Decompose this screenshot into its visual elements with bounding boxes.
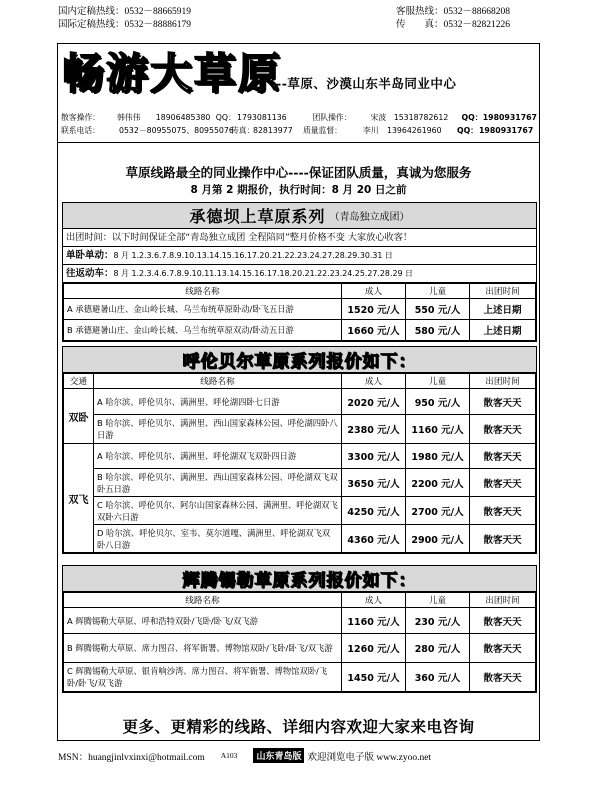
departure-time: 散客天天 xyxy=(470,525,536,553)
adult-price: 1520 元/人 xyxy=(342,299,406,320)
domestic-hotlines xyxy=(58,6,191,32)
qq-label: QQ： xyxy=(457,125,479,135)
departure-time: 散客天天 xyxy=(470,497,536,525)
child-price: 550 元/人 xyxy=(406,299,470,320)
page-number: A103 xyxy=(220,751,238,760)
table-row xyxy=(64,444,536,469)
transport-label: 双飞 xyxy=(64,444,94,553)
brand-subtitle: --草原、沙漠山东半岛同业中心 xyxy=(276,76,457,91)
contact-line-2 xyxy=(61,125,537,138)
huitengxile-price-table xyxy=(63,592,536,692)
departure-time: 散客天天 xyxy=(470,469,536,497)
section-header xyxy=(63,566,536,592)
route-name: A 哈尔滨、呼伦贝尔、满洲里、呼伦湖双飞双卧四日游 xyxy=(94,444,342,469)
service-hotline: 客服热线：0532－88668208 xyxy=(396,7,511,17)
route-name: A 哈尔滨、呼伦贝尔、满洲里、呼伦湖四卧七日游 xyxy=(94,389,342,415)
bottom-bar xyxy=(58,748,540,763)
table-row xyxy=(64,415,536,444)
child-price: 580 元/人 xyxy=(406,320,470,341)
col-header-time: 出团时间 xyxy=(470,284,536,299)
contact-label: 团队操作： xyxy=(312,113,352,122)
child-price: 230 元/人 xyxy=(406,608,470,634)
col-header-route: 线路名称 xyxy=(94,374,342,389)
international-hotline: 国际定稿热线：0532－88886179 xyxy=(58,20,192,30)
departure-time: 散客天天 xyxy=(470,415,536,444)
departure-time: 散客天天 xyxy=(470,663,536,692)
single-dates: 8 月 1.2.3.6.7.8.9.10.13.14.15.16.17.20.21.22.23.24.27.28.29.30.31 日 xyxy=(113,251,393,260)
table-row xyxy=(64,320,536,341)
departure-time: 散客天天 xyxy=(470,608,536,634)
col-header-child: 儿童 xyxy=(406,374,470,389)
col-header-adult: 成人 xyxy=(342,284,406,299)
flyer-frame xyxy=(57,43,540,741)
contact-phone: 0532－80955075、80955076 xyxy=(119,125,234,135)
child-price: 2700 元/人 xyxy=(406,497,470,525)
divider xyxy=(58,142,539,143)
col-header-transport: 交通 xyxy=(64,374,94,389)
table-row xyxy=(64,634,536,663)
col-header-time: 出团时间 xyxy=(470,593,536,608)
hulunbuir-price-table xyxy=(63,373,536,553)
contact-phone: 15318782612 xyxy=(393,113,449,122)
col-header-route: 线路名称 xyxy=(64,593,342,608)
contact-name: 韩伟伟 xyxy=(117,113,141,122)
adult-price: 4250 元/人 xyxy=(342,497,406,525)
adult-price: 4360 元/人 xyxy=(342,525,406,553)
child-price: 2900 元/人 xyxy=(406,525,470,553)
route-name: B 承德避暑山庄、金山岭长城、乌兰布统草原双动/卧动五日游 xyxy=(64,320,342,341)
section-huitengxile xyxy=(62,565,537,693)
route-name: B 辉腾锡勒大草原、席力图召、将军衙署、博物馆双卧/飞卧/卧飞/双飞游 xyxy=(64,634,342,663)
qq-label: QQ： xyxy=(215,113,236,122)
child-price: 1980 元/人 xyxy=(406,444,470,469)
fax-label: 传真： xyxy=(231,125,255,135)
service-hotlines xyxy=(396,6,510,32)
table-row xyxy=(64,663,536,692)
route-name: C 辉腾锡勒大草原、银肯响沙湾、席力图召、将军衙署、博物馆双卧/飞卧/卧飞/双飞游 xyxy=(64,663,342,692)
round-label: 往返动车： xyxy=(66,268,114,279)
website-tagline: 欢迎浏览电子版 www.zyoo.net xyxy=(307,752,432,763)
domestic-hotline: 国内定稿热线：0532－88665919 xyxy=(58,7,192,17)
adult-price: 1260 元/人 xyxy=(342,634,406,663)
single-label: 单卧单动： xyxy=(66,250,114,261)
child-price: 2200 元/人 xyxy=(406,469,470,497)
route-name: B 哈尔滨、呼伦贝尔、满洲里、西山国家森林公园、呼伦湖双飞双卧五日游 xyxy=(94,469,342,497)
route-name: B 哈尔滨、呼伦贝尔、满洲里、西山国家森林公园、呼伦湖四卧八日游 xyxy=(94,415,342,444)
route-name: D 哈尔滨、呼伦贝尔、室韦、莫尔道嘎、满洲里、呼伦湖双飞双卧八日游 xyxy=(94,525,342,553)
fax-number: 传 真：0532－82821226 xyxy=(396,20,511,30)
adult-price: 1660 元/人 xyxy=(342,320,406,341)
adult-price: 2020 元/人 xyxy=(342,389,406,415)
table-row xyxy=(64,389,536,415)
section-title: 承德坝上草原系列 xyxy=(189,207,326,226)
transport-label: 双卧 xyxy=(64,389,94,444)
brand-header xyxy=(58,44,539,112)
adult-price: 1450 元/人 xyxy=(342,663,406,692)
chengde-price-table xyxy=(63,283,536,341)
departure-time: 散客天天 xyxy=(470,389,536,415)
table-row xyxy=(64,299,536,320)
departure-note: 出团时间：以下时间保证全部“青岛独立成团 全程陪同”整月价格不变 大家放心收客！ xyxy=(63,229,536,247)
section-title: 辉腾锡勒草原系列报价如下： xyxy=(182,571,417,591)
section-note: （青岛独立成团） xyxy=(329,212,410,223)
col-header-adult: 成人 xyxy=(342,593,406,608)
table-header-row xyxy=(64,284,536,299)
departure-time: 散客天天 xyxy=(470,634,536,663)
route-name: C 哈尔滨、呼伦贝尔、阿尔山国家森林公园、满洲里、呼伦湖双飞双卧六日游 xyxy=(94,497,342,525)
section-chengde xyxy=(62,202,537,342)
round-dates-line xyxy=(63,265,536,283)
quote-period: 8 月第 2 期报价，执行时间：8 月 20 日之前 xyxy=(190,184,407,196)
table-header-row xyxy=(64,593,536,608)
qq-number: 1793081136 xyxy=(237,113,287,122)
col-header-child: 儿童 xyxy=(406,284,470,299)
msn-contact: MSN：huangjinlvxinxi@hotmail.com xyxy=(58,752,205,763)
contact-name: 李川 xyxy=(363,125,379,135)
section-header xyxy=(63,203,536,229)
contact-phone: 18906485380 xyxy=(155,113,211,122)
contact-label: 散客操作： xyxy=(61,113,100,122)
child-price: 950 元/人 xyxy=(406,389,470,415)
adult-price: 2380 元/人 xyxy=(342,415,406,444)
slogan: 草原线路最全的同业操作中心----保证团队质量，真诚为您服务 xyxy=(125,165,472,180)
contact-phone: 13964261960 xyxy=(387,125,442,135)
contact-name: 宋波 xyxy=(370,113,387,122)
col-header-time: 出团时间 xyxy=(470,374,536,389)
qq-label: QQ： xyxy=(461,113,483,122)
adult-price: 1160 元/人 xyxy=(342,608,406,634)
adult-price: 3300 元/人 xyxy=(342,444,406,469)
col-header-route: 线路名称 xyxy=(64,284,342,299)
departure-time: 上述日期 xyxy=(470,299,536,320)
section-hulunbuir xyxy=(62,346,537,554)
route-name: A 承德避暑山庄、金山岭长城、乌兰布统草原卧动/卧飞五日游 xyxy=(64,299,342,320)
section-header xyxy=(63,347,536,373)
table-row xyxy=(64,525,536,553)
edition-badge: 山东青岛版 xyxy=(253,748,304,763)
contact-label: 质量监督： xyxy=(303,125,342,135)
table-row xyxy=(64,608,536,634)
single-dates-line xyxy=(63,247,536,265)
round-dates: 8 月 1.2.3.4.6.7.8.9.10.11.13.14.15.16.17.18.20.21.22.23.24.25.27.28.29 日 xyxy=(113,269,413,278)
qq-number: 1980931767 xyxy=(479,125,534,135)
brand-title: 畅游大草原 xyxy=(62,49,283,98)
qq-number: 1980931767 xyxy=(482,113,537,122)
departure-time: 散客天天 xyxy=(470,444,536,469)
table-row xyxy=(64,469,536,497)
section-title: 呼伦贝尔草原系列报价如下： xyxy=(182,352,417,372)
contact-line-1 xyxy=(61,112,537,125)
col-header-adult: 成人 xyxy=(342,374,406,389)
child-price: 280 元/人 xyxy=(406,634,470,663)
table-header-row xyxy=(64,374,536,389)
footer-message: 更多、更精彩的线路、详细内容欢迎大家来电咨询 xyxy=(122,718,475,736)
fax-value: 82813977 xyxy=(253,125,293,135)
contact-label: 联系电话： xyxy=(61,125,100,135)
route-name: A 辉腾锡勒大草原、呼和浩特双卧/飞卧/卧飞/双飞游 xyxy=(64,608,342,634)
departure-time: 上述日期 xyxy=(470,320,536,341)
child-price: 360 元/人 xyxy=(406,663,470,692)
table-row xyxy=(64,497,536,525)
contact-grid xyxy=(61,112,537,137)
child-price: 1160 元/人 xyxy=(406,415,470,444)
adult-price: 3650 元/人 xyxy=(342,469,406,497)
col-header-child: 儿童 xyxy=(406,593,470,608)
